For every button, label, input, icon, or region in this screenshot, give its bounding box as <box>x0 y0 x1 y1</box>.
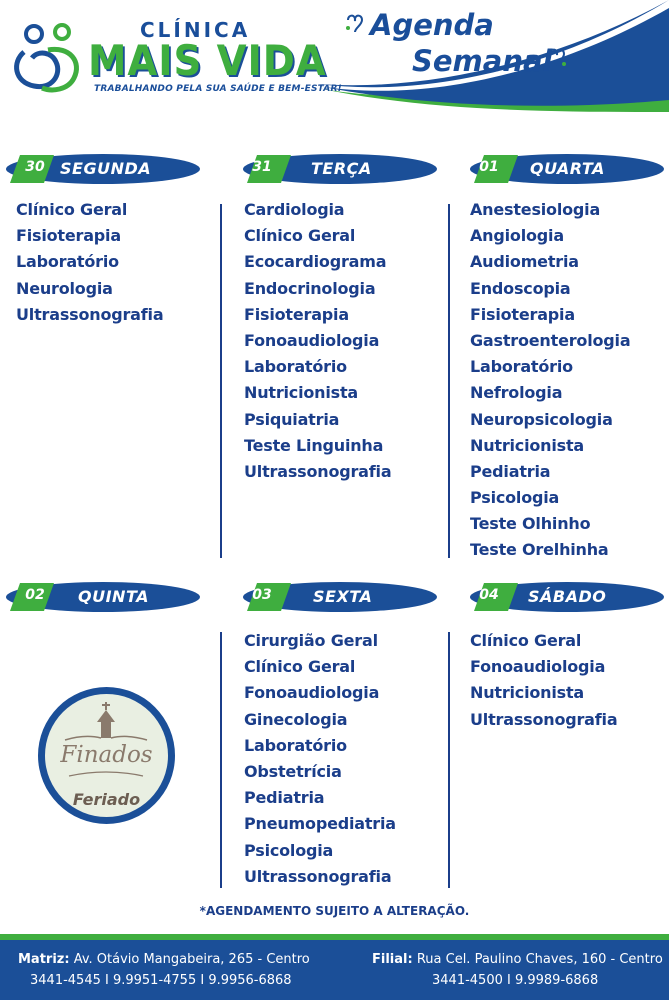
footer-filial-phones: 3441-4500 I 9.9989-6868 <box>432 973 599 988</box>
agenda-title-line2: Semanal <box>412 44 553 78</box>
list-item: Teste Orelhinha <box>470 540 609 560</box>
day-name: SEGUNDA <box>60 159 152 178</box>
day-number: 01 <box>479 159 499 175</box>
day-name: SÁBADO <box>528 587 607 606</box>
list-item: Cirurgião Geral <box>244 631 378 650</box>
list-item: Laboratório <box>244 735 347 755</box>
list-item: Endocrinologia <box>244 278 376 298</box>
list-item: Nutricionista <box>244 383 359 403</box>
clinic-prefix: CLÍNICA <box>140 18 251 42</box>
footer-filial-address-text: Rua Cel. Paulino Chaves, 160 - Centro <box>416 952 663 967</box>
list-item: Teste Olhinho <box>470 514 591 534</box>
list-item: Clínico Geral <box>244 226 356 246</box>
day-header-quinta <box>6 582 200 612</box>
list-item: Audiometria <box>470 252 579 272</box>
list-item: Neurologia <box>16 278 113 298</box>
tagline: TRABALHANDO PELA SUA SAÚDE E BEM-ESTAR! <box>94 84 342 94</box>
column-divider <box>220 204 222 558</box>
day-number: 03 <box>252 587 272 603</box>
holiday-title: Finados <box>60 742 153 768</box>
heart-ornament-icon <box>344 14 366 34</box>
specialty-list-sexta <box>244 628 396 890</box>
specialty-list-sabado <box>470 628 617 733</box>
day-number: 30 <box>25 159 45 175</box>
footer-matriz-address-text: Av. Otávio Mangabeira, 265 - Centro <box>73 952 310 967</box>
day-name: QUARTA <box>530 159 605 178</box>
list-item: Teste Linguinha <box>244 435 384 455</box>
day-header-terca <box>243 154 437 184</box>
day-header-quarta <box>470 154 664 184</box>
footer-matriz-phones: 3441-4545 I 9.9951-4755 I 9.9956-6868 <box>30 973 292 988</box>
list-item: Fisioterapia <box>470 304 575 324</box>
heart-ornament-icon <box>546 46 568 70</box>
list-item: Anestesiologia <box>470 200 601 219</box>
list-item: Obstetrícia <box>244 761 342 781</box>
list-item: Pediatria <box>244 788 325 808</box>
list-item: Ultrassonografia <box>244 866 392 886</box>
day-name: TERÇA <box>311 159 372 178</box>
day-number: 02 <box>25 587 45 603</box>
schedule-note: *AGENDAMENTO SUJEITO A ALTERAÇÃO. <box>199 904 470 918</box>
list-item: Angiologia <box>470 226 564 246</box>
list-item: Psicologia <box>244 840 334 860</box>
list-item: Laboratório <box>244 357 347 377</box>
holiday-badge <box>38 687 175 824</box>
specialty-list-quarta <box>470 197 630 564</box>
specialty-list-segunda <box>16 197 163 328</box>
list-item: Endoscopia <box>470 278 571 298</box>
list-item: Ultrassonografia <box>470 709 618 729</box>
day-name: SEXTA <box>313 587 373 606</box>
list-item: Clínico Geral <box>16 200 128 219</box>
list-item: Ginecologia <box>244 709 348 729</box>
list-item: Ultrassonografia <box>244 461 392 481</box>
list-item: Fonoaudiologia <box>244 683 380 703</box>
holiday-badge-inner <box>45 694 168 817</box>
list-item: Gastroenterologia <box>470 330 631 350</box>
specialty-list-terca <box>244 197 391 485</box>
list-item: Pneumopediatria <box>244 814 396 834</box>
day-number: 31 <box>252 159 272 175</box>
footer-matriz-address <box>18 952 310 967</box>
list-item: Fonoaudiologia <box>244 330 380 350</box>
list-item: Neuropsicologia <box>470 409 613 429</box>
column-divider <box>220 632 222 888</box>
clinic-logo-icon <box>12 22 86 102</box>
list-item: Clínico Geral <box>244 657 356 677</box>
list-item: Pediatria <box>470 461 551 481</box>
footer-filial-address <box>372 952 663 967</box>
footer-matriz-label: Matriz: <box>18 952 70 967</box>
day-number: 04 <box>479 587 499 603</box>
day-header-sexta <box>243 582 437 612</box>
list-item: Psiquiatria <box>244 409 340 429</box>
list-item: Fisioterapia <box>244 304 349 324</box>
footer-filial-label: Filial: <box>372 952 413 967</box>
column-divider <box>448 632 450 888</box>
column-divider <box>448 204 450 558</box>
list-item: Nutricionista <box>470 435 585 455</box>
list-item: Clínico Geral <box>470 631 582 650</box>
agenda-title-line1: Agenda <box>370 8 494 42</box>
header <box>0 0 669 135</box>
list-item: Ecocardiograma <box>244 252 387 272</box>
list-item: Fonoaudiologia <box>470 657 606 677</box>
list-item: Psicologia <box>470 488 560 508</box>
list-item: Cardiologia <box>244 200 345 219</box>
list-item: Fisioterapia <box>16 226 121 246</box>
list-item: Laboratório <box>470 357 573 377</box>
clinic-name: MAIS VIDA <box>88 36 327 85</box>
day-name: QUINTA <box>78 587 149 606</box>
list-item: Nefrologia <box>470 383 563 403</box>
list-item: Ultrassonografia <box>16 304 164 324</box>
holiday-label: Feriado <box>72 790 141 809</box>
list-item: Nutricionista <box>470 683 585 703</box>
list-item: Laboratório <box>16 252 119 272</box>
footer <box>0 940 669 1000</box>
day-header-sabado <box>470 582 664 612</box>
day-header-segunda <box>6 154 200 184</box>
